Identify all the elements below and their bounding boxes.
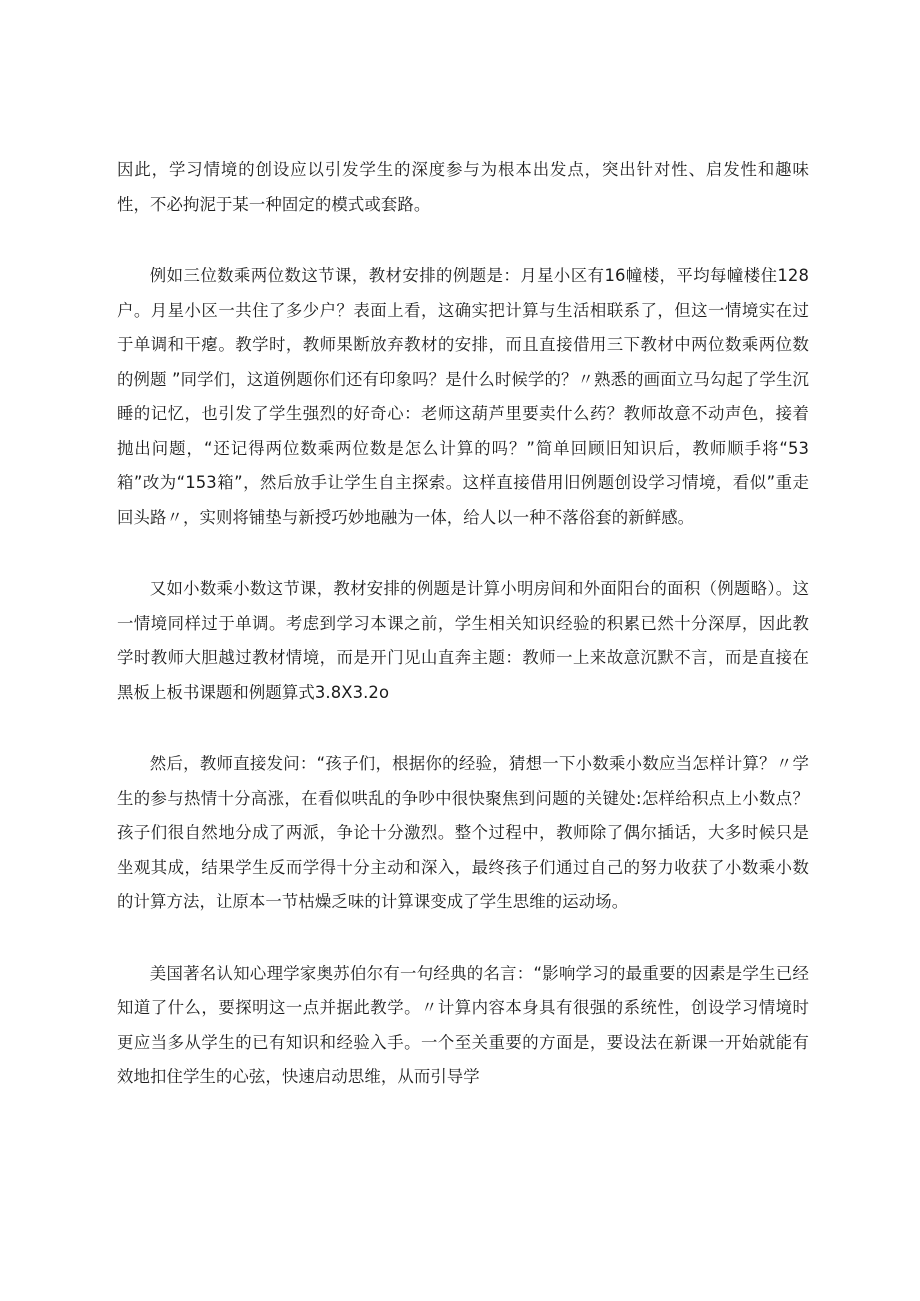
paragraph-1: 因此，学习情境的创设应以引发学生的深度参与为根本出发点，突出针对性、启发性和趣味性，不必拘泥于某一种固定的模式或套路。	[117, 160, 809, 214]
paragraph-gap	[117, 535, 809, 572]
paragraph-gap	[117, 920, 809, 957]
paragraph-4: 然后，教师直接发问：“孩子们，根据你的经验，猜想一下小数乘小数应当怎样计算？〃学生的参与热情十分高涨，在看似哄乱的争吵中很快聚焦到问题的关键处:怎样给积点上小数点？孩子们很自然地分成了两派，争论十分激烈。整个过程中，教师除了偶尔插话，大多时候只是坐观其成，结果学生反而学得十分主动和深入，最终孩子们通过自己的努力收获了小数乘小数的计算方法，让原本一节枯燥乏味的计算课变成了学生思维的运动场。	[117, 754, 809, 911]
paragraph-5: 美国著名认知心理学家奥苏伯尔有一句经典的名言：“影响学习的最重要的因素是学生已经知道了什么，要探明这一点并据此教学。〃计算内容本身具有很强的系统性，创设学习情境时更应当多从学生的已有知识和经验入手。一个至关重要的方面是，要设法在新课一开始就能有效地扣住学生的心弦，快速启动思维，从而引导学	[117, 963, 809, 1086]
paragraph-gap	[117, 710, 809, 747]
paragraph-2: 例如三位数乘两位数这节课，教材安排的例题是：月星小区有16幢楼，平均每幢楼住128户。月星小区一共住了多少户？表面上看，这确实把计算与生活相联系了，但这一情境实在过于单调和干瘪。教学时，教师果断放弃教材的安排，而且直接借用三下教材中两位数乘两位数的例题 ”同学们，这道例题你们还有印象吗？是什么时候学的？〃熟悉的画面立马勾起了学生沉睡的记忆，也引发了学生强烈的好奇心：老师这葫芦里要卖什么药？教师故意不动声色，接着抛出问题，“还记得两位数乘两位数是怎么计算的吗？”简单回顾旧知识后，教师顺手将“53箱”改为“153箱”，然后放手让学生自主探索。这样直接借用旧例题创设学习情境，看似”重走回头路〃，实则将铺垫与新授巧妙地融为一体，给人以一种不落俗套的新鲜感。	[117, 266, 809, 527]
paragraph-gap	[117, 222, 809, 259]
document-page	[117, 153, 809, 1095]
paragraph-3: 又如小数乘小数这节课，教材安排的例题是计算小明房间和外面阳台的面积（例题略）。这一情境同样过于单调。考虑到学习本课之前，学生相关知识经验的积累已然十分深厚，因此教学时教师大胆越过教材情境，而是开门见山直奔主题：教师一上来故意沉默不言，而是直接在黑板上板书课题和例题算式3.8X3.2o	[117, 579, 809, 702]
